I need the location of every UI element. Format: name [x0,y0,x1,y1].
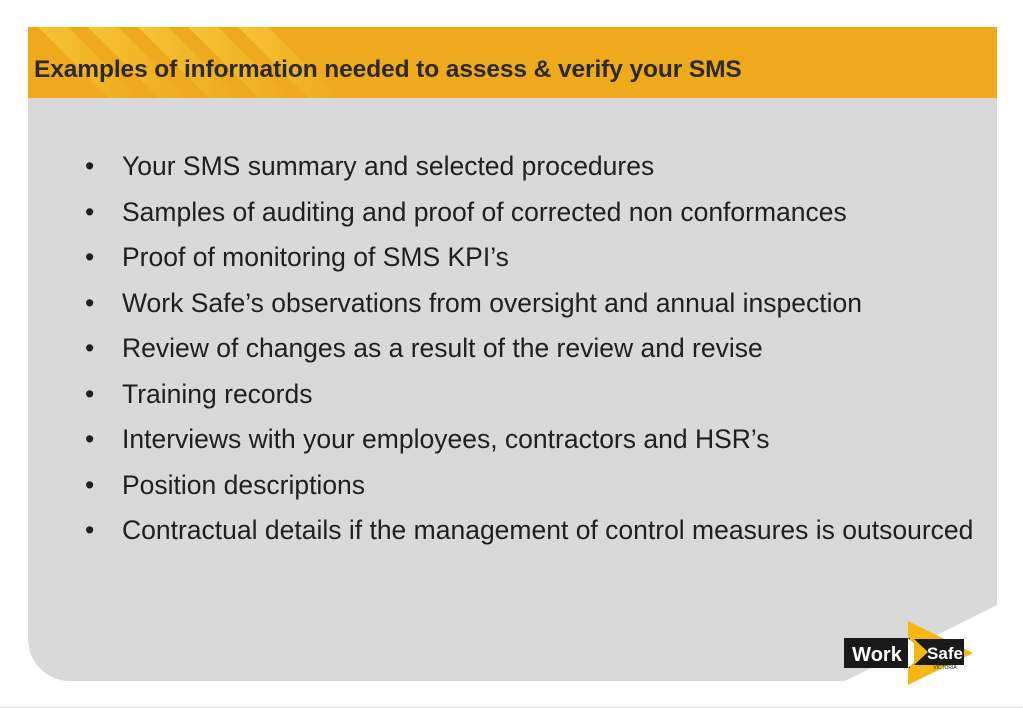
bullet-dot: • [85,333,95,363]
worksafe-logo [842,620,974,686]
list-item [85,326,990,372]
list-item [85,508,990,554]
bullet-dot: • [85,469,95,500]
list-item [85,463,990,509]
bullet-dot: • [85,515,95,545]
bullet-list [85,144,990,554]
bullet-dot: • [85,424,95,454]
list-item-text: Position descriptions [122,469,366,500]
title-bar [28,27,997,98]
slide-title: Examples of information needed to assess & verify your SMS [34,56,742,83]
worksafe-logo-graphic [842,620,974,686]
list-item [85,372,990,418]
list-item-text: Work Safe’s observations from oversight and annual inspection [122,287,862,318]
logo-subtitle: VICTORIA [933,665,957,671]
list-item-text: Interviews with your employees, contractors and HSR’s [122,424,770,454]
list-item [85,281,990,327]
list-item [85,190,990,236]
bullet-dot: • [85,287,95,318]
list-item-text: Contractual details if the management of control measures is outsourced [122,515,974,545]
list-item-text: Your SMS summary and selected procedures [122,151,655,181]
logo-word-work: Work [852,644,902,666]
list-item-text: Proof of monitoring of SMS KPI’s [122,242,509,272]
list-item-text: Samples of auditing and proof of corrected non conformances [122,196,847,227]
list-item [85,417,990,463]
bullet-dot: • [85,378,95,409]
list-item-text: Training records [122,378,313,409]
bullet-dot: • [85,196,95,227]
logo-word-safe: Safe [927,644,963,663]
list-item [85,144,990,190]
list-item [85,235,990,281]
list-item-text: Review of changes as a result of the review and revise [122,333,763,363]
bullet-dot: • [85,151,95,181]
bullet-dot: • [85,242,95,272]
